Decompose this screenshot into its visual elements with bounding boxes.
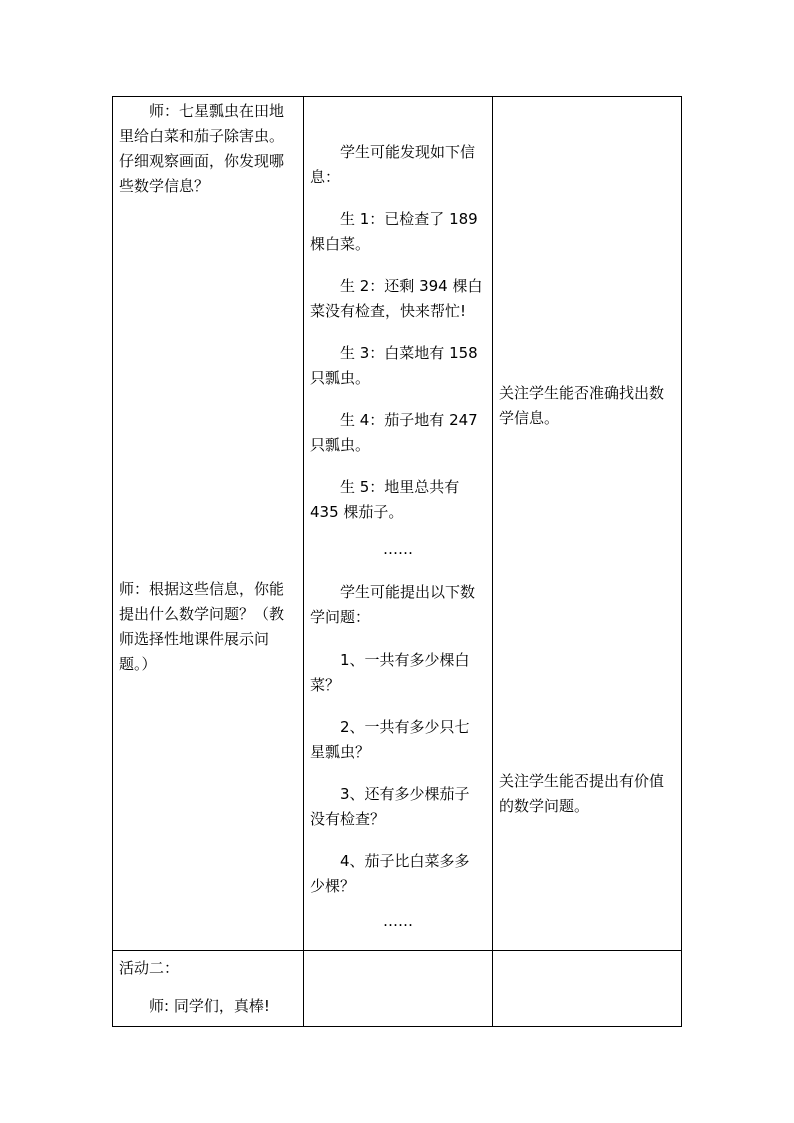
teacher-intro: 师：七星瓢虫在田地里给白菜和茄子除害虫。仔细观察画面，你发现哪些数学信息？: [119, 102, 285, 195]
note-ask-questions: 关注学生能否提出有价值的数学问题。: [499, 772, 665, 815]
student-question-item: 4、茄子比白菜多多少棵？: [310, 852, 470, 895]
student-info-item: 生 2：还剩 394 棵白菜没有检查，快来帮忙!: [310, 277, 483, 320]
empty-cell: [304, 951, 493, 1027]
activity-cell: [113, 951, 304, 1027]
student-question-item: 3、还有多少棵茄子没有检查？: [310, 785, 470, 828]
student-question-item: 1、一共有多少棵白菜？: [310, 651, 470, 694]
student-info-item: 生 3：白菜地有 158 只瓢虫。: [310, 344, 478, 387]
notes-cell: [493, 97, 682, 951]
student-info-item: 生 5：地里总共有 435 棵茄子。: [310, 478, 460, 521]
table-row: [113, 951, 682, 1027]
table-row: [113, 97, 682, 951]
teacher-question: 师：根据这些信息，你能提出什么数学问题？（教师选择性地课件展示问题。）: [119, 580, 285, 673]
empty-cell: [493, 951, 682, 1027]
student-cell: [304, 97, 493, 951]
student-questions-intro: 学生可能提出以下数学问题：: [310, 583, 476, 626]
student-info-intro: 学生可能发现如下信息：: [310, 143, 476, 186]
teacher-cell: [113, 97, 304, 951]
student-question-item: 2、一共有多少只七星瓢虫？: [310, 718, 470, 761]
ellipsis: ……: [383, 912, 413, 930]
teacher-praise: 师: 同学们，真棒!: [149, 997, 270, 1015]
note-find-info: 关注学生能否准确找出数学信息。: [499, 384, 665, 427]
ellipsis: ……: [383, 540, 413, 558]
student-info-item: 生 4：茄子地有 247 只瓢虫。: [310, 411, 478, 454]
student-info-item: 生 1：已检查了 189 棵白菜。: [310, 210, 478, 253]
activity-label: 活动二：: [119, 959, 180, 977]
lesson-plan-table: [112, 96, 682, 1027]
